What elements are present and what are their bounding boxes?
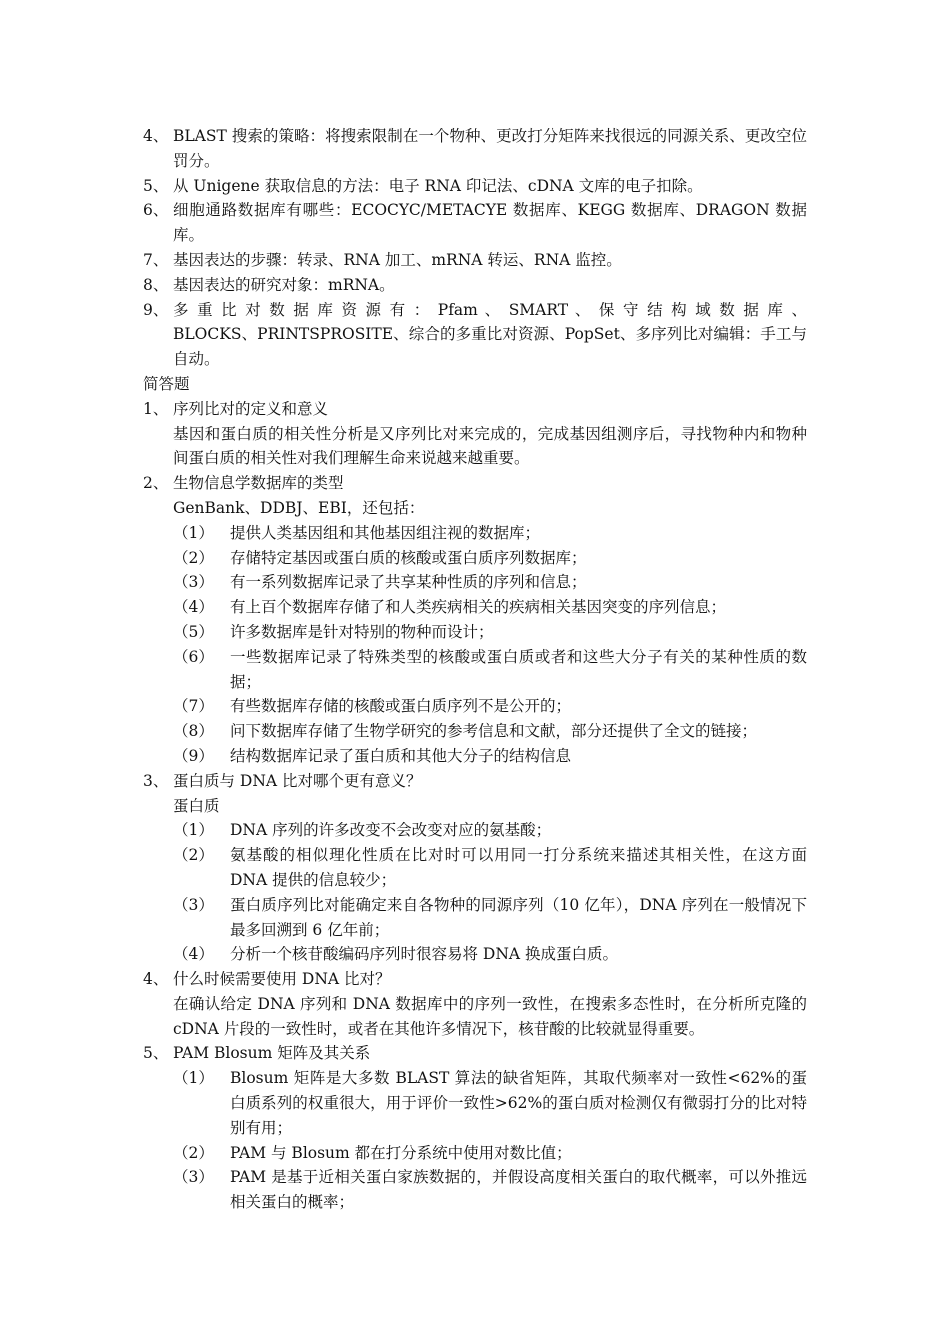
sub-item-text: 有些数据库存储的核酸或蛋白质序列不是公开的； [230,697,572,716]
item-number: 9、 [143,300,169,319]
question-title: 序列比对的定义和意义 [173,399,329,418]
question-number: 5、 [143,1044,169,1063]
item-text [173,298,807,372]
sub-item [143,546,807,571]
sub-item-text: 一些数据库记录了特殊类型的核酸或蛋白质或者和这些大分子有关的某种性质的数据； [230,647,807,691]
list-item [143,198,807,248]
item-text: 基因表达的研究对象：mRNA。 [173,275,395,294]
sub-item-number: （7） [173,697,214,716]
item-number: 4、 [143,127,169,145]
question-title: PAM Blosum 矩阵及其关系 [173,1044,371,1063]
list-item [143,124,807,174]
question-heading [143,769,807,794]
question-title: 什么时候需要使用 DNA 比对？ [173,970,391,989]
sub-item-text: 问下数据库存储了生物学研究的参考信息和文献，部分还提供了全文的链接； [230,722,758,741]
sub-item-text: DNA 序列的许多改变不会改变对应的氨基酸； [230,821,552,840]
item-text: BLAST 搜索的策略：将搜索限制在一个物种、更改打分矩阵来找很远的同源关系、更改空位罚分。 [173,127,807,170]
sub-item-text: 有上百个数据库存储了和人类疾病相关的疾病相关基因突变的序列信息； [230,598,727,617]
item-text: 细胞通路数据库有哪些：ECOCYC/METACYE 数据库、KEGG 数据库、DRAGON 数据库。 [173,201,807,245]
question-title: 蛋白质与 DNA 比对哪个更有意义？ [173,771,422,790]
item-text-line: 多 重 比 对 数 据 库 资 源 有 ： Pfam 、 SMART 、 保 守 结 构 域 数 据 库 、 [173,300,807,319]
sub-item [143,818,807,843]
question-number: 4、 [143,970,169,989]
item-text-rest: BLOCKS、PRINTSPROSITE、综合的多重比对资源、PopSet、多序列比对编辑：手工与自动。 [173,325,807,369]
sub-item-number: （4） [173,598,214,617]
sub-item-number: （3） [173,1168,214,1187]
answer-intro: 蛋白质 [173,796,220,815]
sub-item-text: 蛋白质序列比对能确定来自各物种的同源序列（10 亿年），DNA 序列在一般情况下最多回溯到 6 亿年前； [230,895,807,939]
sub-item-text: 提供人类基因组和其他基因组注视的数据库； [230,523,541,542]
sub-item-text: 存储特定基因或蛋白质的核酸或蛋白质序列数据库； [230,548,587,567]
sub-item [143,620,807,645]
answer-intro: GenBank、DDBJ、EBI，还包括： [173,498,425,517]
question-heading [143,967,807,992]
sub-item [143,744,807,769]
sub-item-text: 有一系列数据库记录了共享某种性质的序列和信息； [230,573,587,592]
question-number: 3、 [143,771,169,790]
sub-item-text: Blosum 矩阵是大多数 BLAST 算法的缺省矩阵，其取代频率对一致性<62%的蛋白质系列的权重很大，用于评价一致性>62%的蛋白质对检测仅有微弱打分的比对特别有用； [230,1069,807,1137]
question-heading [143,397,807,422]
sub-item-text: 结构数据库记录了蛋白质和其他大分子的结构信息 [230,746,572,765]
sub-item [143,595,807,620]
sub-item-number: （2） [173,1143,214,1162]
sub-item-text: 氨基酸的相似理化性质在比对时可以用同一打分系统来描述其相关性，在这方面 DNA 提供的信息较少； [230,846,807,889]
item-number: 6、 [143,201,169,220]
item-text: 基因表达的步骤：转录、RNA 加工、mRNA 转运、RNA 监控。 [173,250,622,269]
question-number: 1、 [143,399,169,418]
document-body [143,124,807,1215]
list-item [143,298,807,372]
sub-item-number: （2） [173,548,214,567]
sub-item [143,521,807,546]
question-title: 生物信息学数据库的类型 [173,474,344,493]
answer-paragraph: 在确认给定 DNA 序列和 DNA 数据库中的序列一致性，在搜索多态性时，在分析所克隆的 cDNA 片段的一致性时，或者在其他许多情况下，核苷酸的比较就显得重要。 [173,994,807,1038]
question-heading [143,471,807,496]
sub-item [143,1066,807,1140]
item-number: 5、 [143,176,169,195]
sub-item-text: 分析一个核苷酸编码序列时很容易将 DNA 换成蛋白质。 [230,945,619,964]
sub-item [143,570,807,595]
sub-item-number: （1） [173,523,214,542]
item-number: 7、 [143,250,169,269]
sub-item-number: （1） [173,1069,214,1088]
sub-item-number: （3） [173,895,214,914]
answer-paragraph: 基因和蛋白质的相关性分析是又序列比对来完成的，完成基因组测序后，寻找物种内和物种间蛋白质的相关性对我们理解生命来说越来越重要。 [173,424,807,468]
sub-item [143,843,807,893]
sub-item [143,694,807,719]
sub-item [143,645,807,695]
sub-item-text: 许多数据库是针对特别的物种而设计； [230,622,494,641]
sub-item-number: （9） [173,746,214,765]
sub-item-number: （2） [173,846,214,865]
list-item [143,273,807,298]
sub-item-number: （1） [173,821,214,840]
sub-item-number: （6） [173,647,214,666]
sub-item-text: PAM 与 Blosum 都在打分系统中使用对数比值； [230,1143,572,1162]
sub-item-number: （5） [173,622,214,641]
sub-item [143,719,807,744]
list-item [143,174,807,199]
sub-item [143,942,807,967]
question-number: 2、 [143,474,169,493]
sub-item-number: （4） [173,945,214,964]
sub-item-number: （3） [173,573,214,592]
section-title: 简答题 [143,374,190,393]
sub-item [143,893,807,943]
sub-item [143,1141,807,1166]
question-heading [143,1041,807,1066]
item-text: 从 Unigene 获取信息的方法：电子 RNA 印记法、cDNA 文库的电子扣除。 [173,176,703,195]
sub-item-text: PAM 是基于近相关蛋白家族数据的，并假设高度相关蛋白的取代概率，可以外推远相关蛋白的概率； [230,1168,807,1212]
sub-item [143,1165,807,1215]
sub-item-number: （8） [173,722,214,741]
list-item [143,248,807,273]
item-number: 8、 [143,275,169,294]
